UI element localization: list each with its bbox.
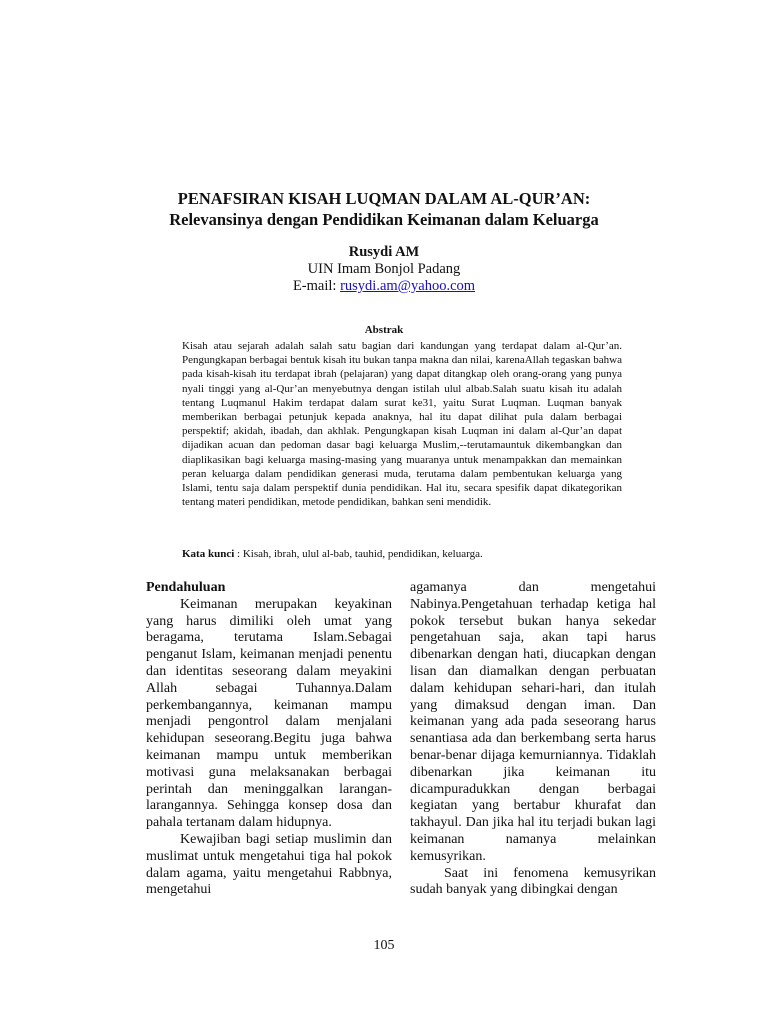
section-heading: Pendahuluan [146,580,226,595]
column-right [410,580,656,899]
email-label: E-mail: [292,278,341,294]
author-name: Rusydi AM [348,244,420,260]
title-line-1: PENAFSIRAN KISAH LUQMAN DALAM AL-QUR’AN: [177,189,591,208]
paragraph: Saat ini fenomena kemusyrikan sudah banyak yang dibingkai dengan [410,865,656,898]
abstract-text: Kisah atau sejarah adalah salah satu bagian dari kandungan yang terdapat dalam al-Qur’an. Pengungkapan berbagai bentuk kisah itu bukan tanpa makna dan nilai, karenaAllah tegaskan bahwa pada kisah-kisah itu terdapat ibrah (pelajaran) yang dapat ditangkap oleh orang-orang yang punya nyali tinggi yang al-Qur’an menyebutnya dengan istilah ulul albab.Salah suatu kisah itu adalah tentang Luqmanul Hakim terdapat dalam surat ke31, yaitu Surat Luqman. Luqman banyak memberikan berbagai petunjuk kepada anaknya, hal itu dapat dilihat pula dalam berbagai perspektif; akidah, ibadah, dan akhlak. Pengungkapan kisah Luqman ini dalam al-Qur’an dapat dijadikan acuan dan pedoman dasar bagi keluarga Muslim,--terutamauntuk dikembangkan dan diaplikasikan bagi keluarga masing-masing yang muaranya untuk menampakkan dan memainkan peran keluarga dalam pendidikan generasi muda, terutama dalam pembentukan keluarga yang Islami, tentu saja dalam perspektif dunia pendidikan. Hal itu, secara spesifik dapat dikategorikan tentang materi pendidikan, metode pendidikan, bahkan seni mendidik. [182,340,622,509]
title-line-2: Relevansinya dengan Pendidikan Keimanan dalam Keluarga [169,210,599,229]
abstract-heading: Abstrak [364,324,404,336]
paper-title [0,188,768,230]
keywords-text: : Kisah, ibrah, ulul al-bab, tauhid, pendidikan, keluarga. [234,548,483,560]
author-email-line [0,278,768,295]
keywords [182,547,642,561]
keywords-label: Kata kunci [182,548,235,560]
paragraph: agamanya dan mengetahui Nabinya.Pengetahuan terhadap ketiga hal pokok tersebut bukan hanya sekedar pengetahuan saja, akan tapi harus dibenarkan dengan hati, diucapkan dengan lisan dan diamalkan dengan perbuatan dalam kehidupan sehari-hari, dan itulah yang dimaksud dengan iman. Dan keimanan yang ada pada seseorang harus senantiasa ada dan berkembang serta harus benar-benar dijaga kemurniannya. Tidaklah dibenarkan jika keimanan itu dicampuradukkan dengan berbagai kegiatan yang bertabur khurafat dan takhayul. Dan jika hal itu terjadi bukan lagi keimanan namanya melainkan kemusyrikan. [410,580,656,864]
page-number: 105 [373,938,395,953]
paragraph: Kewajiban bagi setiap muslimin dan muslimat untuk mengetahui tiga hal pokok dalam agama, yaitu mengetahui Rabbnya, mengetahui [146,831,392,898]
paragraph: Keimanan merupakan keyakinan yang harus dimiliki oleh umat yang beragama, terutama Islam.Sebagai penganut Islam, keimanan menjadi penentu dan identitas seseorang dalam meyakini Allah sebagai Tuhannya.Dalam perkembangannya, keimanan mampu menjadi pengontrol dalam menjalani kehidupan seseorang.Begitu juga bahwa keimanan mampu untuk memberikan motivasi guna melaksanakan berbagai perintah dan meninggalkan larangan-larangannya. Sehingga konsep dosa dan pahala tertanam dalam hidupnya. [146,596,392,831]
column-left [146,580,392,899]
author-affiliation: UIN Imam Bonjol Padang [307,261,461,277]
email-link[interactable]: rusydi.am@yahoo.com [340,278,476,294]
author-block [0,244,768,295]
